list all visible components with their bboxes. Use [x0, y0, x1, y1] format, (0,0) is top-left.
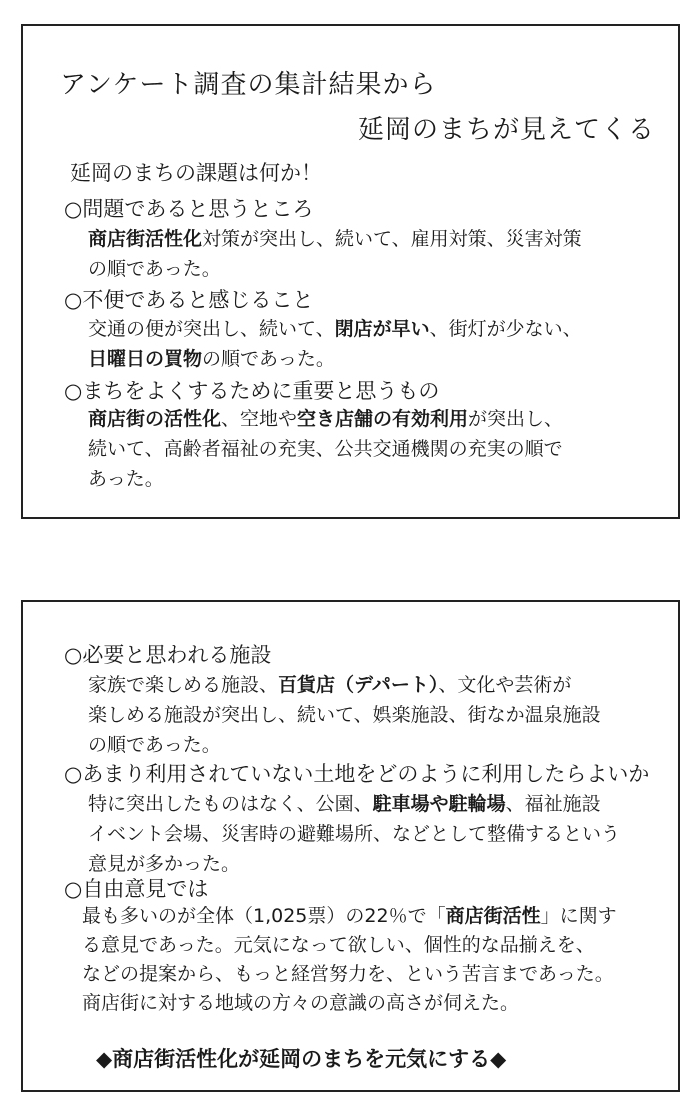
- body-line: [82, 989, 617, 1018]
- item-body-problems: [88, 224, 582, 284]
- body-text: の順であった。: [88, 734, 221, 756]
- body-line: [88, 314, 582, 344]
- emphasis-text: 駐車場や駐輪場: [372, 793, 506, 815]
- body-line: [88, 730, 601, 760]
- body-line: [88, 224, 582, 254]
- item-body-inconvenience: [88, 314, 582, 374]
- body-text: 家族で楽しめる施設、: [88, 674, 279, 696]
- body-line: [88, 404, 563, 434]
- body-line: [88, 789, 620, 819]
- body-line: [82, 902, 617, 931]
- body-text: 」に関す: [540, 905, 617, 927]
- body-text: 楽しめる施設が突出し、続いて、娯楽施設、街なか温泉施設: [88, 704, 601, 726]
- body-text: 特に突出したものはなく、公園、: [88, 793, 373, 815]
- footer-slogan: ◆商店街活性化が延岡のまちを元気にする◆: [96, 1047, 507, 1071]
- card-title-line2: 延岡のまちが見えてくる: [358, 115, 656, 145]
- item-heading-land-use: ○あまり利用されていない土地をどのように利用したらよいか: [64, 762, 650, 786]
- body-line: [88, 344, 582, 374]
- body-text: 最も多いのが全体（1,025票）の22％で「: [82, 905, 446, 927]
- body-line: [82, 960, 617, 989]
- body-text: る意見であった。元気になって欲しい、個性的な品揃えを、: [82, 934, 595, 956]
- body-text: 、福祉施設: [505, 793, 601, 815]
- emphasis-text: 日曜日の買物: [88, 348, 203, 370]
- body-text: 、街灯が少ない、: [429, 318, 582, 340]
- item-heading-inconvenience: ○不便であると感じること: [64, 288, 314, 312]
- item-body-land-use: [88, 789, 620, 879]
- body-text: の順であった。: [88, 258, 221, 280]
- body-text: 意見が多かった。: [88, 853, 241, 875]
- body-line: [88, 670, 601, 700]
- body-text: あった。: [88, 468, 164, 490]
- body-text: の順であった。: [202, 348, 335, 370]
- item-heading-important: ○まちをよくするために重要と思うもの: [64, 379, 440, 403]
- body-text: 対策が突出し、続いて、雇用対策、災害対策: [202, 228, 582, 250]
- emphasis-text: 閉店が早い: [334, 318, 430, 340]
- body-text: 、空地や: [221, 408, 298, 430]
- item-body-important: [88, 404, 563, 494]
- section-subtitle: 延岡のまちの課題は何か！: [70, 161, 322, 185]
- item-body-facilities: [88, 670, 601, 760]
- card-title-line1: アンケート調査の集計結果から: [60, 70, 437, 100]
- body-text: 商店街に対する地域の方々の意識の高さが伺えた。: [82, 992, 520, 1014]
- item-heading-free-opinions: ○自由意見では: [64, 877, 209, 901]
- body-text: イベント会場、災害時の避難場所、などとして整備するという: [88, 823, 621, 845]
- body-text: 交通の便が突出し、続いて、: [88, 318, 335, 340]
- emphasis-text: 百貨店（デパート）: [278, 674, 439, 696]
- item-body-free-opinions: [82, 902, 617, 1018]
- body-line: [88, 700, 601, 730]
- item-heading-problems: ○問題であると思うところ: [64, 197, 314, 221]
- emphasis-text: 商店街活性化: [88, 228, 203, 250]
- emphasis-text: 商店街活性: [445, 905, 541, 927]
- body-text: 、文化や芸術が: [438, 674, 572, 696]
- body-text: が突出し、: [468, 408, 564, 430]
- body-text: などの提案から、もっと経営努力を、という苦言まであった。: [82, 963, 614, 985]
- body-text: 続いて、高齢者福祉の充実、公共交通機関の充実の順で: [88, 438, 563, 460]
- body-line: [88, 254, 582, 284]
- item-heading-facilities: ○必要と思われる施設: [64, 643, 272, 667]
- body-line: [82, 931, 617, 960]
- body-line: [88, 819, 620, 849]
- emphasis-text: 商店街の活性化: [88, 408, 222, 430]
- body-line: [88, 434, 563, 464]
- body-line: [88, 464, 563, 494]
- emphasis-text: 空き店舗の有効利用: [297, 408, 469, 430]
